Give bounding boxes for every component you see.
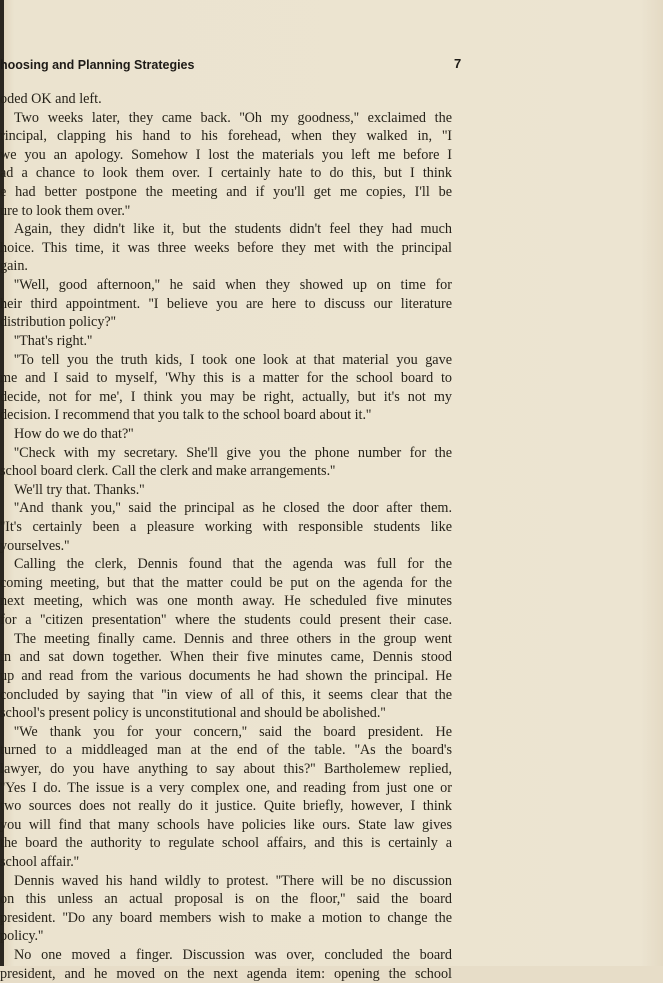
text-line: lawyer, do you have anything to say about this?'' Bartholemew replied, [0, 760, 452, 777]
text-line: ''Yes I do. The issue is a very complex one, and reading from just one or [0, 779, 452, 796]
text-line: the board the authority to regulate school affairs, and this is certainly a [0, 835, 452, 852]
text-line: we you an apology. Somehow I lost the materials you left me before I [0, 146, 452, 163]
text-line: The meeting finally came. Dennis and three others in the group went [14, 630, 452, 647]
text-line: two sources does not really do it justice. Quite briefly, however, I think [0, 798, 452, 815]
text-line: rincipal, clapping his hand to his forehead, when they walked in, ''I [0, 128, 452, 145]
text-line: heir third appointment. ''I believe you are here to discuss our literature [0, 295, 452, 312]
text-line: president, and he moved on the next agenda item: opening the school [0, 965, 452, 982]
text-line: concluded by saying that ''in view of all of this, it seems clear that the [0, 686, 452, 703]
body-text [0, 90, 452, 983]
text-line: up and read from the various documents he had shown the principal. He [0, 667, 452, 684]
text-line: Two weeks later, they came back. ''Oh my goodness,'' exclaimed the [14, 109, 452, 126]
page-number: 7 [454, 56, 462, 71]
text-line: coming meeting, but that the matter could be put on the agenda for the [0, 574, 452, 591]
text-line: decision. I recommend that you talk to the school board about it.'' [0, 407, 372, 424]
text-line: ''That's right.'' [14, 332, 93, 349]
text-line: you will find that many schools have policies like ours. State law gives [0, 816, 452, 833]
text-line: e had better postpone the meeting and if you'll get me copies, I'll be [0, 184, 452, 201]
text-line: gain. [0, 258, 28, 275]
text-line: Dennis waved his hand wildly to protest. ''There will be no discussion [14, 872, 452, 889]
text-line: me and I said to myself, 'Why this is a matter for the school board to [0, 370, 452, 387]
text-line: for a ''citizen presentation'' where the students could present their case. [0, 612, 452, 629]
text-line: Again, they didn't like it, but the students didn't feel they had much [14, 221, 452, 238]
text-line: school board clerk. Call the clerk and make arrangements.'' [0, 463, 336, 480]
text-line: No one moved a finger. Discussion was over, concluded the board [14, 947, 452, 964]
text-line: ''And thank you,'' said the principal as he closed the door after them. [14, 500, 452, 517]
text-line: ''To tell you the truth kids, I took one look at that material you gave [14, 351, 452, 368]
text-line: We'll try that. Thanks.'' [14, 481, 145, 498]
text-line: Calling the clerk, Dennis found that the agenda was full for the [14, 556, 452, 573]
text-line: school's present policy is unconstitutional and should be abolished.'' [0, 705, 386, 722]
text-line: yourselves.'' [0, 537, 70, 554]
text-line: How do we do that?'' [14, 425, 134, 442]
text-line: ure to look them over.'' [0, 202, 131, 219]
text-line: oded OK and left. [0, 91, 102, 107]
running-header: hoosing and Planning Strategies [0, 58, 195, 72]
text-line: next meeting, which was one month away. He scheduled five minutes [0, 593, 452, 610]
text-line: decide, not for me', I think you may be right, actually, but it's not my [0, 388, 452, 405]
text-line: turned to a middleaged man at the end of the table. ''As the board's [0, 742, 452, 759]
text-line: on this unless an actual proposal is on the floor,'' said the board [0, 891, 452, 908]
text-line: ''Well, good afternoon,'' he said when they showed up on time for [14, 277, 452, 294]
text-line: ad a chance to look them over. I certainly hate to do this, but I think [0, 165, 452, 182]
text-line: in and sat down together. When their five minutes came, Dennis stood [0, 649, 452, 666]
text-line: hoice. This time, it was three weeks before they met with the principal [0, 239, 452, 256]
text-line: ''It's certainly been a pleasure working with responsible students like [0, 519, 452, 536]
text-line: distribution policy?'' [0, 314, 116, 331]
text-line: president. ''Do any board members wish to make a motion to change the [0, 909, 452, 926]
text-line: school affair.'' [0, 853, 79, 870]
text-line: ''Check with my secretary. She'll give you the phone number for the [14, 444, 452, 461]
text-line: policy.'' [0, 928, 44, 945]
text-line: ''We thank you for your concern,'' said the board president. He [14, 723, 452, 740]
